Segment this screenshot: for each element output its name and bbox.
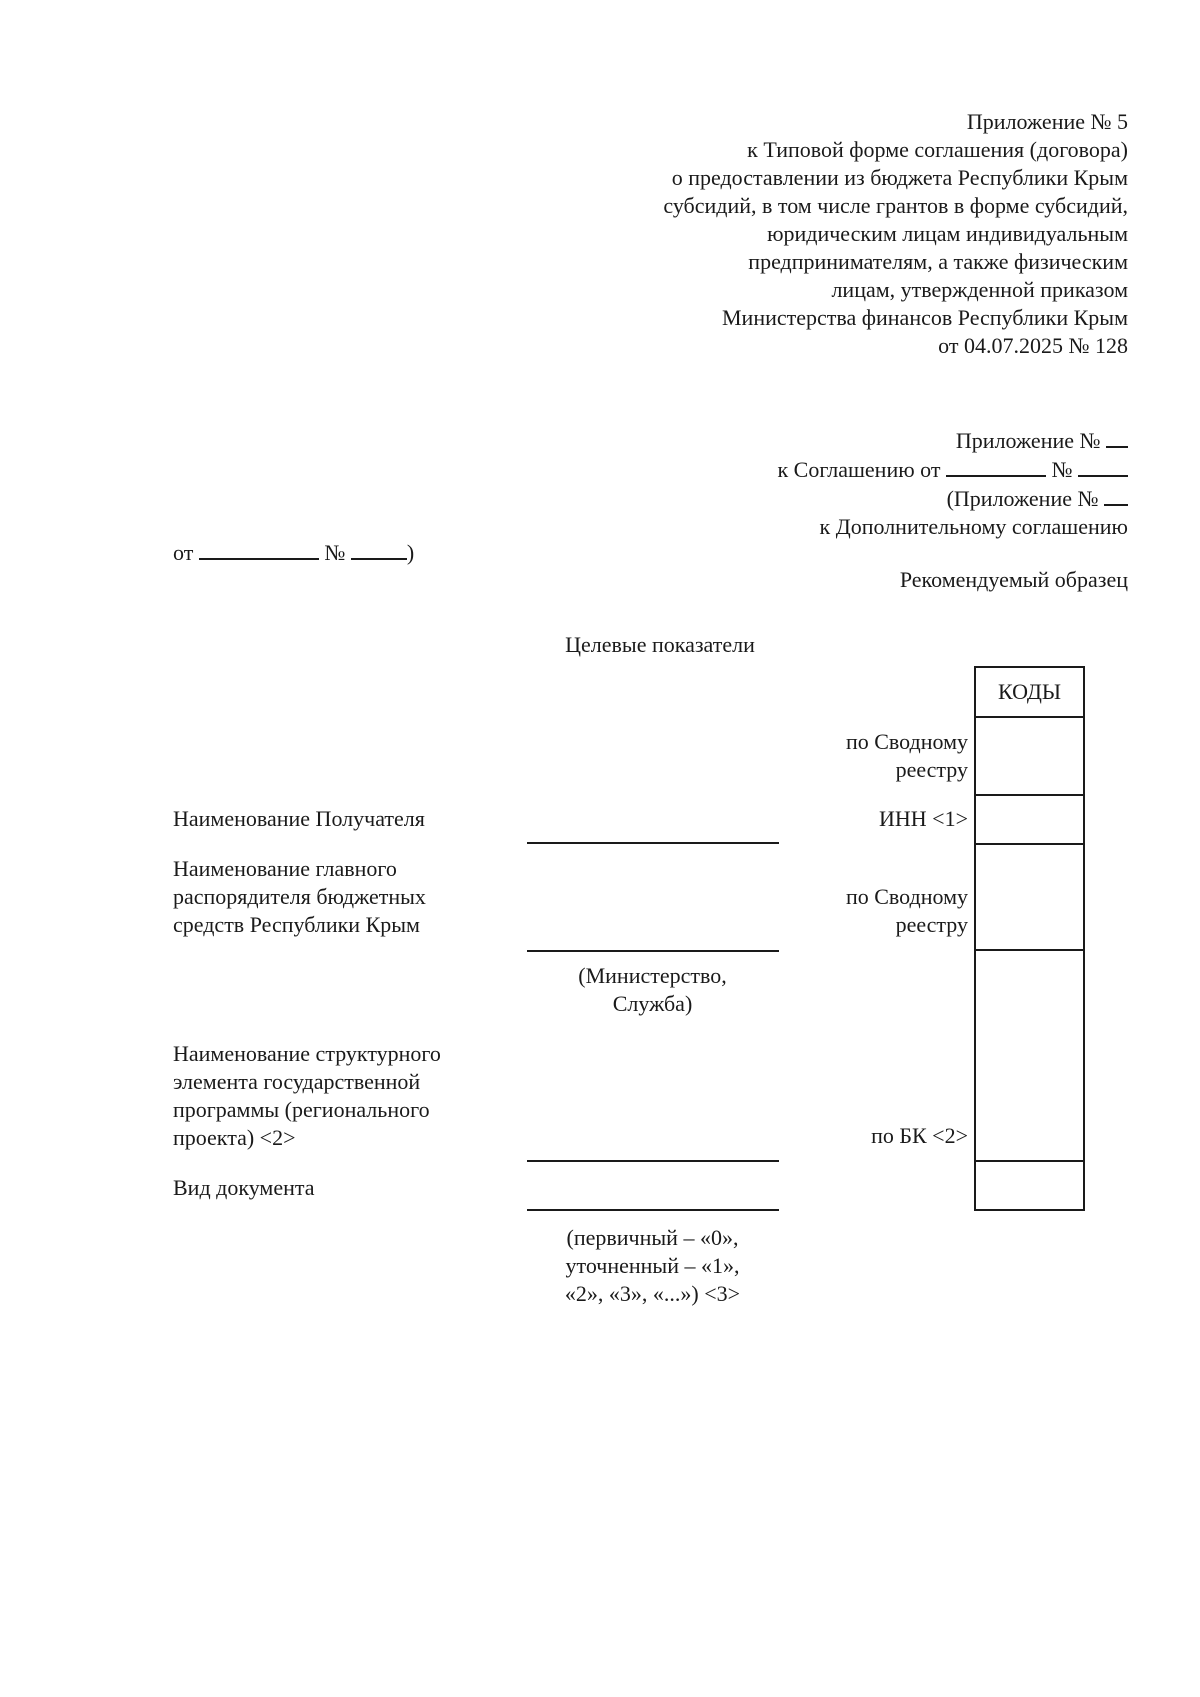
no-label: №	[324, 540, 346, 565]
code-cell-svodny2[interactable]	[974, 843, 1085, 951]
blank-line[interactable]	[1078, 455, 1128, 477]
agreement-date-label: к Соглашению от	[777, 457, 941, 482]
appendix-line: от 04.07.2025 № 128	[938, 333, 1128, 358]
codes-header: КОДЫ	[997, 679, 1062, 704]
code-cell-bk[interactable]	[974, 949, 1085, 1162]
appendix-line: Приложение № 5	[966, 109, 1128, 134]
structural-element-input-line[interactable]	[527, 1160, 779, 1162]
svodny-label-2: по Сводному реестру	[845, 884, 968, 937]
doc-type-label: Вид документа	[173, 1175, 315, 1200]
code-cell-doc-type[interactable]	[974, 1160, 1085, 1211]
structural-element-label: Наименование структурного элемента государственной программы (регионального проекта) <2>	[173, 1041, 441, 1150]
additional-agreement-date	[173, 538, 414, 567]
appendix-line: лицам, утвержденной приказом	[831, 277, 1128, 302]
doc-type-hint: (первичный – «0», уточненный – «1», «2», «3», «...») <3>	[564, 1225, 741, 1306]
code-cell-inn[interactable]	[974, 794, 1085, 845]
code-cell-svodny1[interactable]	[974, 716, 1085, 796]
agreement-date-no	[528, 455, 1128, 484]
appendix-line: субсидий, в том числе грантов в форме субсидий,	[663, 193, 1128, 218]
date-prefix: от	[173, 540, 194, 565]
ministry-hint: (Министерство, Служба)	[578, 963, 727, 1016]
agreement-appendix-label: Приложение №	[955, 428, 1101, 453]
additional-appendix-no	[528, 484, 1128, 513]
recipient-input-line[interactable]	[527, 842, 779, 844]
appendix-line: юридическим лицам индивидуальным	[767, 221, 1128, 246]
blank-line[interactable]	[351, 538, 407, 560]
chief-administrator-label: Наименование главного распорядителя бюджетных средств Республики Крым	[173, 856, 426, 937]
page-title: Целевые показатели	[565, 632, 755, 657]
agreement-ref	[528, 426, 1128, 541]
blank-line[interactable]	[1106, 426, 1128, 448]
closing-paren: )	[406, 540, 415, 565]
blank-line[interactable]	[946, 455, 1046, 477]
agreement-appendix-no	[528, 426, 1128, 455]
additional-agreement-label: к Дополнительному соглашению	[819, 514, 1128, 539]
bk-label: по БК <2>	[871, 1123, 968, 1148]
svodny-label-1: по Сводному реестру	[845, 729, 968, 782]
appendix-line: к Типовой форме соглашения (договора)	[747, 137, 1128, 162]
recipient-label: Наименование Получателя	[173, 806, 425, 831]
doc-type-input-line[interactable]	[527, 1209, 779, 1211]
appendix-line: предпринимателям, а также физическим	[748, 249, 1128, 274]
agreement-no-label: №	[1051, 457, 1073, 482]
blank-line[interactable]	[199, 538, 319, 560]
appendix-header	[568, 108, 1128, 360]
recommended-sample: Рекомендуемый образец	[899, 567, 1128, 592]
additional-appendix-label: (Приложение №	[946, 486, 1099, 511]
codes-header-cell	[974, 666, 1085, 718]
blank-line[interactable]	[1104, 484, 1128, 506]
inn-label: ИНН <1>	[879, 806, 968, 831]
appendix-line: о предоставлении из бюджета Республики Крым	[671, 165, 1128, 190]
appendix-line: Министерства финансов Республики Крым	[721, 305, 1128, 330]
chief-administrator-input-line[interactable]	[527, 950, 779, 952]
